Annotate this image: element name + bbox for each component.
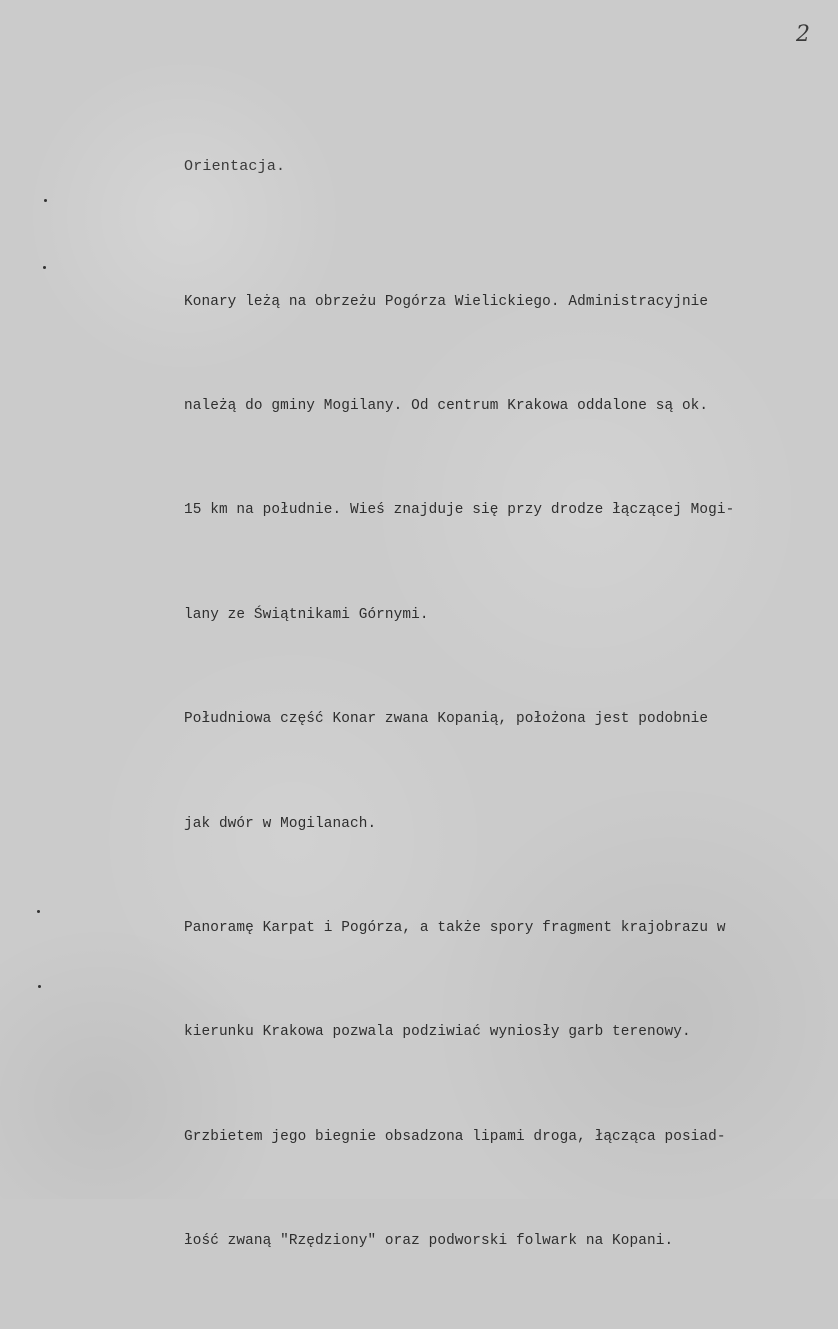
paper-speck [37,910,40,913]
section-heading: Orientacja. [184,158,286,175]
text-line: Panoramę Karpat i Pogórza, a także spory fragment krajobrazu w [184,919,726,936]
text-line: Południowa część Konar zwana Kopanią, położona jest podobnie [184,711,709,728]
text-line: lany ze Świątnikami Górnymi. [184,606,429,623]
text-line: należą do gminy Mogilany. Od centrum Krakowa oddalone są ok. [184,397,709,414]
paper-speck [44,199,47,202]
page-number: 2 [796,22,810,47]
text-line: Konary leżą na obrzeżu Pogórza Wielickiego. Administracyjnie [184,293,709,310]
text-line: 15 km na południe. Wieś znajduje się przy drodze łączącej Mogi- [184,502,735,519]
paper-speck [43,266,46,269]
text-line: kierunku Krakowa pozwala podziwiać wyniosły garb terenowy. [184,1024,691,1041]
text-line: łość zwaną "Rzędziony" oraz podworski folwark na Kopani. [184,1233,674,1250]
text-line: jak dwór w Mogilanach. [184,815,377,832]
paper-speck [38,985,41,988]
text-line: Grzbietem jego biegnie obsadzona lipami droga, łącząca posiad- [184,1128,726,1145]
body-text [184,215,824,1329]
